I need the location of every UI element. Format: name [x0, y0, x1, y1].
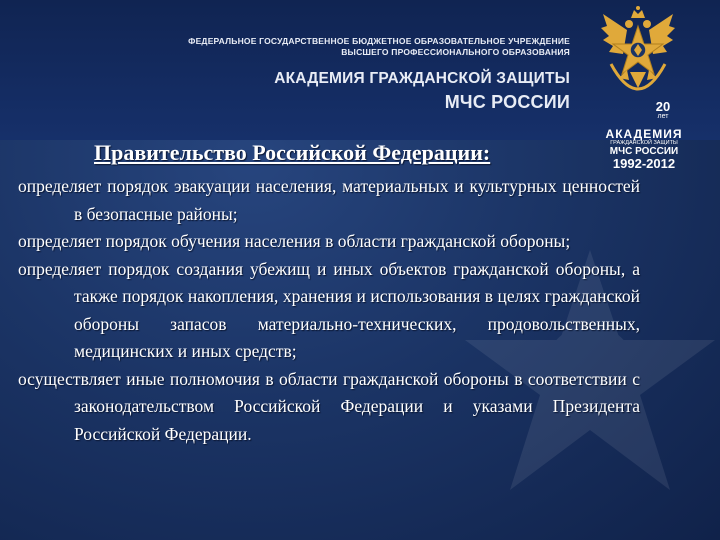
- org-line-2: ВЫСШЕГО ПРОФЕССИОНАЛЬНОГО ОБРАЗОВАНИЯ: [341, 47, 570, 57]
- slide-title: Правительство Российской Федерации:: [94, 140, 491, 165]
- list-item: осуществляет иные полномочия в области гражданской обороны в соответствии с законодательством Российской Федерации и указами Президента Российской Федерации.: [18, 368, 640, 444]
- list-item: определяет порядок эвакуации населения, материальных и культурных ценностей в безопасные районы;: [18, 176, 640, 224]
- org-line-1: ФЕДЕРАЛЬНОЕ ГОСУДАРСТВЕННОЕ БЮДЖЕТНОЕ ОБРАЗОВАТЕЛЬНОЕ УЧРЕЖДЕНИЕ: [188, 36, 570, 46]
- ministry-name: МЧС РОССИИ: [444, 92, 570, 112]
- logo-line-civil-defense: ГРАЖДАНСКОЙ ЗАЩИТЫ: [610, 140, 678, 146]
- logo-years: 1992-2012: [612, 156, 676, 171]
- badge-number: 20: [655, 99, 671, 114]
- academy-name: АКАДЕМИЯ ГРАЖДАНСКОЙ ЗАЩИТЫ: [274, 70, 570, 87]
- list-item: определяет порядок создания убежищ и иных объектов гражданской обороны, а также порядок накопления, хранения и использования в целях гражданской обороны запасов материально-технических, продовольственных, медицинских и иных средств;: [18, 258, 640, 361]
- logo-line-academy: АКАДЕМИЯ: [605, 127, 683, 141]
- slide-body: [18, 173, 640, 448]
- anniversary-badge: [648, 100, 678, 126]
- badge-unit: лет: [657, 113, 669, 120]
- academy-logo-text: [604, 128, 684, 171]
- logo-line-ministry: МЧС РОССИИ: [609, 146, 679, 157]
- list-item: определяет порядок обучения населения в области гражданской обороны;: [18, 231, 571, 251]
